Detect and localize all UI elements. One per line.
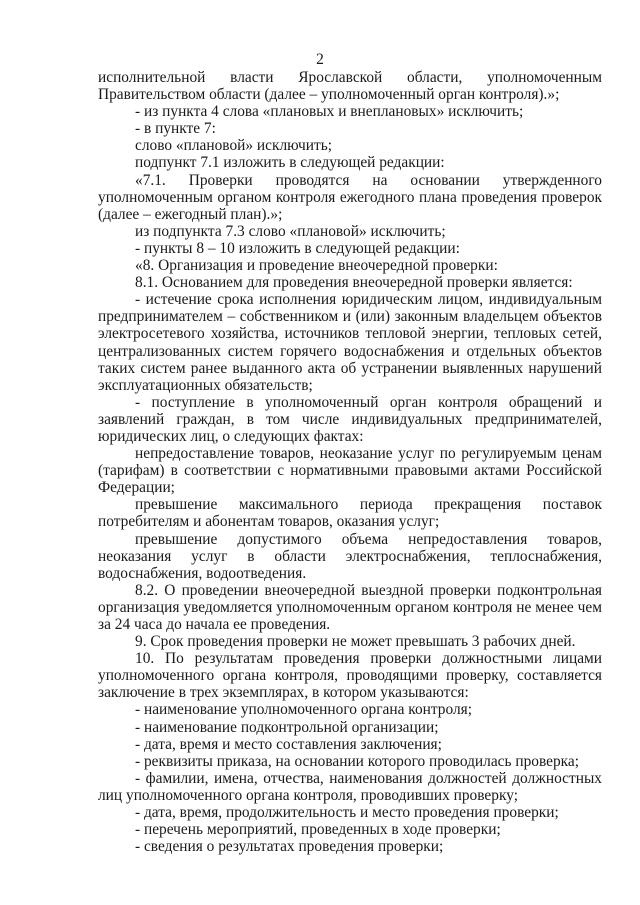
paragraph: - в пункте 7: (135, 120, 216, 138)
paragraph: - дата, время и место составления заключения; (135, 735, 442, 753)
paragraph: слово «плановой» исключить; (135, 137, 333, 155)
paragraph: - реквизиты приказа, на основании которого проводилась проверка; (135, 752, 580, 770)
paragraph: - из пункта 4 слова «плановых и внеплановых» исключить; (135, 103, 524, 121)
paragraph: «8. Организация и проведение внеочередной проверки: (135, 257, 498, 275)
paragraph: - пункты 8 – 10 изложить в следующей редакции: (135, 239, 460, 257)
paragraph: - дата, время, продолжительность и место проведения проверки; (135, 804, 559, 822)
paragraph: из подпункта 7.3 слово «плановой» исключить; (135, 222, 446, 240)
paragraph: «7.1. Проверки проводятся на основании утвержденного уполномоченным органом контроля ежегодного плана проведения проверок (далее – ежегодный план).»; (98, 171, 602, 223)
paragraph: - поступление в уполномоченный орган контроля обращений и заявлений граждан, в том числе индивидуальных предпринимателей, юридических лиц, о следующих фактах: (98, 393, 602, 445)
paragraph: 8.2. О проведении внеочередной выездной проверки подконтрольная организация уведомляется уполномоченным органом контроля не менее чем за 24 часа до начала ее проведения. (98, 581, 602, 633)
paragraph: 10. По результатам проведения проверки должностными лицами уполномоченного органа контроля, проводящими проверку, составляется заключение в трех экземплярах, в котором указываются: (98, 650, 602, 702)
paragraph: - наименование подконтрольной организации; (135, 718, 439, 736)
paragraph: 9. Срок проведения проверки не может превышать 3 рабочих дней. (135, 633, 576, 651)
page-number: 2 (316, 51, 324, 68)
document-body (98, 69, 602, 855)
paragraph: подпункт 7.1 изложить в следующей редакции: (135, 154, 445, 172)
paragraph: превышение максимального периода прекращения поставок потребителям и абонентам товаров, оказания услуг; (98, 496, 602, 531)
paragraph: непредоставление товаров, неоказание услуг по регулируемым ценам (тарифам) в соответствии с нормативными правовыми актами Российской Федерации; (98, 445, 602, 497)
paragraph: - истечение срока исполнения юридическим лицом, индивидуальным предпринимателем – собственником и (или) законным владельцем объектов электросетевого хозяйства, источников тепловой энергии, тепловых сетей, централизованных систем горячего водоснабжения и отдельных объектов таких систем ранее выданного акта об устранении выявленных нарушений эксплуатационных обязательств; (98, 291, 602, 394)
paragraph: превышение допустимого объема непредоставления товаров, неоказания услуг в области электроснабжения, теплоснабжения, водоснабжения, водоотведения. (98, 530, 602, 582)
paragraph: исполнительной власти Ярославской области, уполномоченным Правительством области (далее – уполномоченный орган контроля).»; (98, 69, 602, 104)
paragraph: 8.1. Основанием для проведения внеочередной проверки является: (135, 274, 573, 292)
paragraph: - сведения о результатах проведения проверки; (135, 838, 444, 856)
paragraph: - фамилии, имена, отчества, наименования должностей должностных лиц уполномоченного органа контроля, проводивших проверку; (98, 769, 602, 804)
paragraph: - наименование уполномоченного органа контроля; (135, 701, 473, 719)
paragraph: - перечень мероприятий, проведенных в ходе проверки; (135, 821, 501, 839)
